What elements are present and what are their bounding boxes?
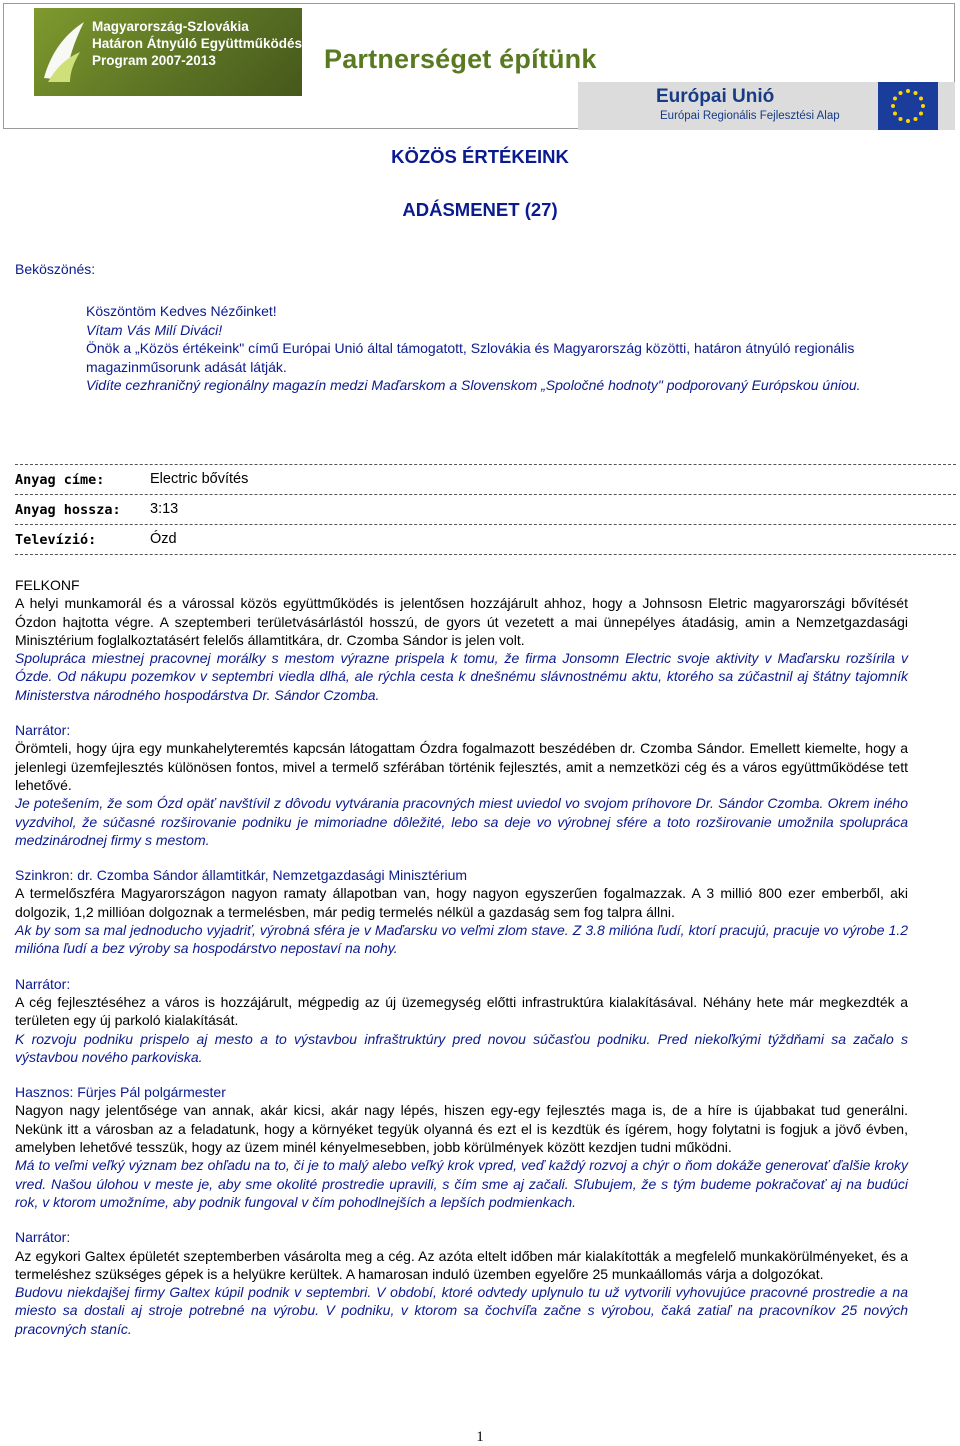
header-banner	[3, 3, 955, 129]
program-line-2: Határon Átnyúló Együttműködési	[92, 36, 306, 51]
section-text-sk: Je potešením, že som Ózd opäť navštívil z dôvodu vytvárania pracovných miest uviedol vo svojom príhovore Dr. Sándor Czomba. Okrem iného vyzdvihol, že súčasné rozširovanie podniku je mimoriadne dôležité, lebo sa deje vo výrobnej sfére a toto rozširovanie umožnila spolupráca medzinárodnej firmy s mestom.	[15, 795, 908, 848]
eu-flag-icon	[878, 82, 938, 130]
section-text-hu: A cég fejlesztéséhez a város is hozzájárult, mégpedig az új üzemegység előtti infrastruktúra kialakításával. Néhány hete már megkezdték a területen egy új parkoló kialakítását.	[15, 993, 908, 1029]
section-text-hu: A termelőszféra Magyarországon nagyon ramaty állapotban van, hogy nagyon egyszerűen fogalmazzak. A 3 millió 800 ezer emberből, aki dolgozik, 1,2 millióan dolgoznak a termelésben, már pedig termelés nélkül a gazdaság sem fog talpra állni.	[15, 885, 908, 920]
intro-line-hu: Köszöntöm Kedves Nézőinket!	[86, 303, 277, 319]
section-text-sk: Budovu niekdajšej firmy Galtex kúpil podnik v septembri. V období, ktoré odvtedy uplynulo tu už vytvorili vyhovujúce pracovné prostredie a na miesto sa dostali aj stroje potrebné na výrobu. V podniku, v ktorom sa čochvíľa začne s výrobou, čaká zatiaľ na pracovníkov 25 nových pracovných staníc.	[15, 1284, 908, 1337]
intro-line-sk: Vítam Vás Milí Diváci!	[86, 321, 223, 338]
section-text-hu: Örömteli, hogy újra egy munkahelyteremtés kapcsán látogattam Ózdra fogalmazott beszédében dr. Czomba Sándor. Emellett kiemelte, hogy a jelenlegi üzemfejlesztés különösen fontos, mivel a termelő szférában történik fejlesztés, amit a nemzetközi cég és a város együttműködése tett lehetővé.	[15, 740, 908, 793]
document-subtitle: ADÁSMENET (27)	[402, 199, 558, 220]
eu-logo-area	[578, 82, 955, 130]
section-text-hu: Az egykori Galtex épületét szeptemberben vásárolta meg a cég. Az azóta eltelt időben már kialakították a megfelelő munkakörülményeket, és a termeléshez szükséges gépek is a helyükre kerültek. A hamarosan induló üzemben egyelőre 25 munkaállomás várja a dolgozókat.	[15, 1247, 908, 1282]
section-text-hu: A helyi munkamorál és a várossal közös együttműködés is jelentősen hozzájárult ahhoz, hogy a Johnsosn Eletric magyarországi bővítését Ózdon hajtotta végre. A szeptemberi területvásárlástól hosszú, de gyors út vezetett a mai ünnepélyes átadásig, amin a Nemzetgazdasági Minisztérium foglalkoztatásért felelős államtitkára, dr. Czomba Sándor is jelen volt.	[15, 595, 908, 648]
section-text-sk: K rozvoju podniku prispelo aj mesto a to výstavbou infraštruktúry pred novou súčasťou podniku. Pred niekoľkými týždňami sa začalo s výstavbou nového parkoviska.	[15, 1030, 908, 1065]
section-text-sk: Ak by som sa mal jednoducho vyjadriť, výrobná sféra je v Maďarsku vo veľmi zlom stave. Z 3.8 milióna ľudí, ktorí pracujú, pracuje vo výrobe 1.2 milióna ľudí a bez výroby sa hospodárstvo nepostaví na nohy.	[15, 922, 908, 957]
page-number: 1	[476, 1429, 484, 1445]
material-length-value: 3:13	[150, 501, 179, 517]
slogan: Partnerséget építünk	[324, 44, 597, 74]
program-logo	[34, 8, 306, 96]
material-title-label: Anyag címe:	[15, 472, 105, 488]
section-label: Szinkron: dr. Czomba Sándor államtitkár, Nemzetgazdasági Minisztérium	[15, 867, 468, 884]
greeting-label: Beköszönés:	[15, 261, 96, 277]
television-value: Ózd	[150, 531, 177, 547]
section-text-sk: Má to veľmi veľký význam bez ohľadu na to, či je to malý alebo veľký krok vpred, veď každý rozvoj a chýr o ňom dokáže generovať ďalšie kroky vred. Našou úlohou v meste je, aby sme okolité prostredie upravili, s čím sme aj začali. Sľubujem, že s tým budeme pokračovať aj na budúci rok, v ktorom umožníme, aby podnik fungoval v čím pohodlnejších a lepších podmienkach.	[15, 1157, 908, 1210]
program-line-1: Magyarország-Szlovákia	[92, 19, 249, 34]
television-row	[15, 525, 956, 555]
material-length-row	[15, 495, 956, 525]
intro-text-sk: Vidíte cezhraničný regionálny magazín medzi Maďarskom a Slovenskom „Spoločné hodnoty" podporovaný Európskou úniou.	[86, 377, 861, 393]
section-label: Hasznos: Fürjes Pál polgármester	[15, 1084, 226, 1101]
program-line-3: Program 2007-2013	[92, 53, 216, 68]
material-info-table	[15, 464, 956, 555]
program-emblem-icon	[40, 16, 90, 86]
eu-title: Európai Unió	[656, 86, 775, 107]
section-label: FELKONF	[15, 577, 80, 593]
intro-text-hu: Önök a „Közös értékeink" című Európai Unió által támogatott, Szlovákia és Magyarország közötti, határon átnyúló regionális magazinműsorunk adását látják.	[86, 340, 855, 375]
document-title: KÖZÖS ÉRTÉKEINK	[391, 146, 569, 167]
material-title-value: Electric bővítés	[150, 471, 249, 487]
script-body	[15, 576, 908, 1338]
television-label: Televízió:	[15, 532, 97, 548]
section-label: Narrátor:	[15, 722, 71, 739]
intro-block	[86, 302, 908, 395]
material-title-row	[15, 464, 956, 495]
section-label: Narrátor:	[15, 1229, 71, 1246]
eu-subtitle: Európai Regionális Fejlesztési Alap	[660, 110, 840, 122]
section-text-hu: Nagyon nagy jelentősége van annak, akár kicsi, akár nagy lépés, hiszen egy-egy fejlesztés maga is, de a híre is újabbakat tud generálni. Nekünk itt a városban az a feladatunk, hogy a környéket tegyük olyanná és ezt el is kezdtük és ígérem, hogy folytatni is fogjuk a jövő évben, amelyben lehetővé tesszük, hogy az üzem minél kényelmesebben, jobb körülmények között kezdjen tudni működni.	[15, 1102, 908, 1156]
section-label: Narrátor:	[15, 975, 71, 992]
section-text-sk: Spolupráca miestnej pracovnej morálky s mestom výrazne prispela k tomu, že firma Jonsomn Electric svoje aktivity v Maďarsku rozšírila v Ózde. Od nákupu pozemkov v septembri viedla dlhá, ale rýchla cesta k dnešnému slávnostnému aktu, ktorého sa zúčastnil aj štátny tajomník Ministerstva národného hospodárstva Dr. Sándor Czomba.	[15, 650, 908, 703]
material-length-label: Anyag hossza:	[15, 502, 121, 518]
